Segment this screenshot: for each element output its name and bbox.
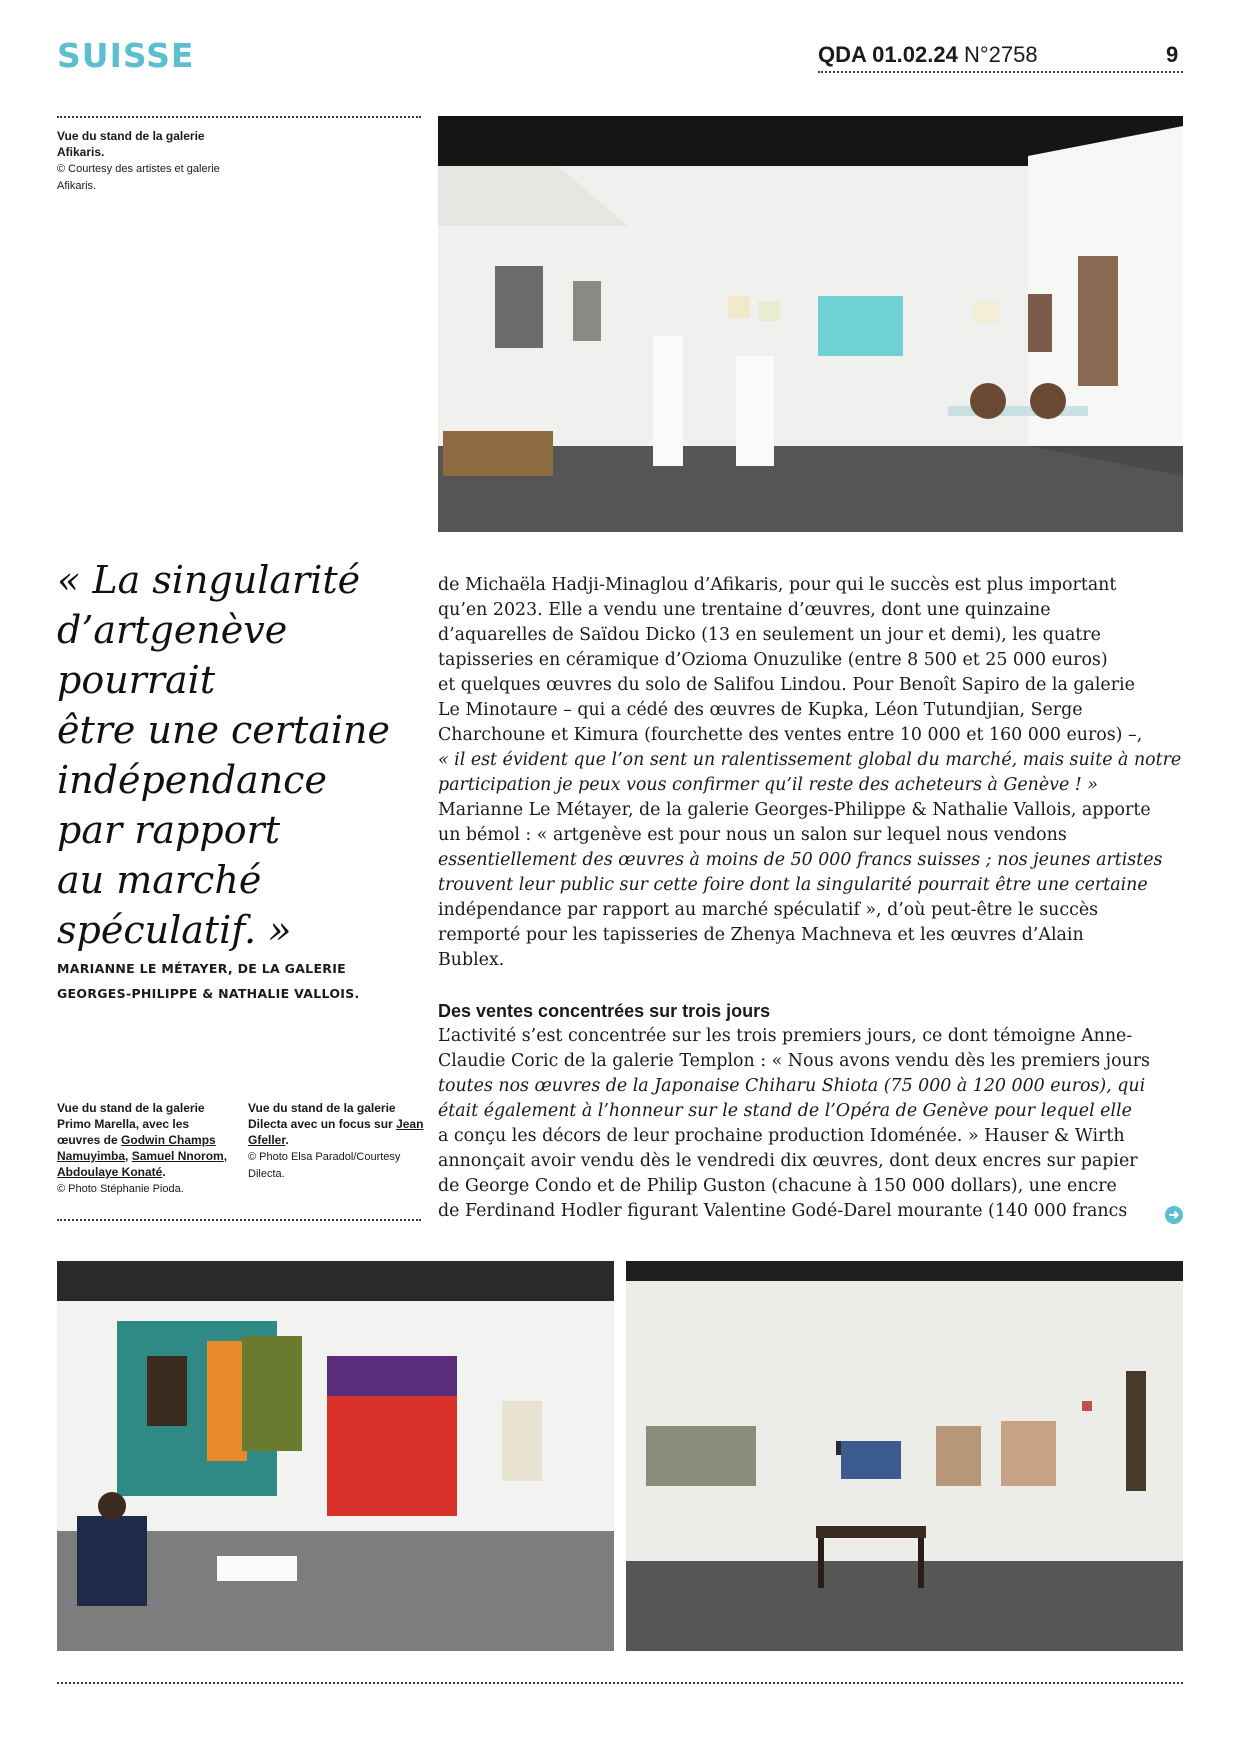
photo-primo-marella-stand	[57, 1261, 614, 1651]
caption-divider-bottom	[57, 1219, 421, 1221]
body-line: a conçu les décors de leur prochaine production Idoménée. » Hauser & Wirth	[438, 1126, 1125, 1146]
caption-line: Vue du stand de la galerie	[57, 1101, 205, 1115]
quote-line: pourrait	[57, 658, 216, 702]
quote-attribution	[57, 956, 427, 1006]
body-line: un bémol : « artgenève est pour nous un salon sur lequel nous vendons	[438, 825, 1067, 845]
photo-afikaris-stand	[438, 116, 1183, 532]
quote-line: par rapport	[57, 808, 281, 852]
page-number: 9	[1166, 42, 1179, 67]
body-line: et quelques œuvres du solo de Salifou Lindou. Pour Benoît Sapiro de la galerie	[438, 675, 1135, 695]
caption-credit: © Photo Elsa Paradol/Courtesy	[248, 1151, 401, 1163]
body-line: de George Condo et de Philip Guston (chacune à 150 000 dollars), une encre	[438, 1176, 1117, 1196]
arrow-right-icon[interactable]: ➜	[1165, 1206, 1183, 1224]
body-line: Charchoune et Kimura (fourchette des ventes entre 10 000 et 160 000 euros) –,	[438, 725, 1143, 745]
body-line: d’aquarelles de Saïdou Dicko (13 en seulement un jour et demi), les quatre	[438, 625, 1101, 645]
quote-line: « La singularité	[57, 558, 361, 602]
photo-dilecta-stand	[626, 1261, 1183, 1651]
body-line: de Michaëla Hadji-Minaglou d’Afikaris, pour qui le succès est plus important	[438, 575, 1117, 595]
issue-number: N°2758	[963, 42, 1038, 67]
photo-caption-primo-marella: Vue du stand de la galerie Primo Marella, avec les œuvres de Godwin Champs Namuyimba, Samuel Nnorom, Abdoulaye Konaté. © Photo Stéphanie Pioda.	[57, 1101, 228, 1195]
quote-line: au marché	[57, 858, 262, 902]
quote-line: être une certaine	[57, 708, 390, 752]
body-line: Claudie Coric de la galerie Templon : « Nous avons vendu dès les premiers jours	[438, 1051, 1150, 1071]
caption-line: œuvres de	[57, 1133, 122, 1147]
body-line-quote: trouvent leur public sur cette foire dont la singularité pourrait être une certaine	[438, 875, 1148, 895]
caption-credit: Dilecta.	[248, 1168, 285, 1180]
article-body-bottom	[438, 1024, 1183, 1224]
body-line-quote: toutes nos œuvres de la Japonaise Chiharu Shiota (75 000 à 120 000 euros), qui	[438, 1076, 1146, 1096]
article-body-top	[438, 573, 1183, 973]
publication-date: QDA 01.02.24	[818, 42, 958, 67]
pull-quote	[57, 555, 417, 955]
caption-credit: Afikaris.	[57, 180, 97, 192]
caption-line: Vue du stand de la galerie	[57, 129, 205, 143]
artist-link[interactable]: Gfeller	[248, 1133, 286, 1147]
body-line: de Ferdinand Hodler figurant Valentine Godé-Darel mourante (140 000 francs	[438, 1201, 1128, 1221]
artist-link[interactable]: Samuel Nnorom	[131, 1149, 224, 1163]
caption-divider-top	[57, 116, 421, 118]
body-line: Marianne Le Métayer, de la galerie Georges-Philippe & Nathalie Vallois, apporte	[438, 800, 1151, 820]
body-line: tapisseries en céramique d’Ozioma Onuzulike (entre 8 500 et 25 000 euros)	[438, 650, 1108, 670]
body-line-quote: participation je peux vous confirmer qu’il reste des acheteurs à Genève ! »	[438, 775, 1098, 795]
body-line: indépendance par rapport au marché spéculatif », d’où peut-être le succès	[438, 900, 1099, 920]
caption-line: Afikaris.	[57, 145, 105, 159]
quote-line: indépendance	[57, 758, 327, 802]
quote-line: d’artgenève	[57, 608, 288, 652]
body-line-quote: essentiellement des œuvres à moins de 50 000 francs suisses ; nos jeunes artistes	[438, 850, 1163, 870]
caption-credit: © Courtesy des artistes et galerie	[57, 163, 220, 175]
caption-line: Vue du stand de la galerie	[248, 1101, 396, 1115]
issue-info	[818, 42, 1038, 68]
body-line: remporté pour les tapisseries de Zhenya Machneva et les œuvres d’Alain	[438, 925, 1084, 945]
artist-link[interactable]: Jean	[396, 1117, 424, 1131]
header-divider	[818, 71, 1183, 73]
section-subhead: Des ventes concentrées sur trois jours	[438, 1001, 771, 1021]
body-line-quote: était également à l’honneur sur le stand de l’Opéra de Genève pour lequel elle	[438, 1101, 1132, 1121]
artist-link[interactable]: Abdoulaye Konaté	[57, 1165, 163, 1179]
caption-credit: © Photo Stéphanie Pioda.	[57, 1183, 184, 1195]
body-line-quote: « il est évident que l’on sent un ralentissement global du marché, mais suite à notre	[438, 750, 1182, 770]
artist-link[interactable]: Namuyimba	[57, 1149, 126, 1163]
body-line: Bublex.	[438, 950, 505, 970]
footer-divider	[57, 1682, 1183, 1684]
body-line: Le Minotaure – qui a cédé des œuvres de Kupka, Léon Tutundjian, Serge	[438, 700, 1083, 720]
section-title: SUISSE	[57, 36, 195, 75]
artist-link[interactable]: Godwin Champs	[121, 1133, 216, 1147]
caption-line: Dilecta avec un focus sur	[248, 1117, 397, 1131]
attribution-line: GEORGES-PHILIPPE & NATHALIE VALLOIS.	[57, 986, 360, 1001]
photo-caption-dilecta: Vue du stand de la galerie Dilecta avec un focus sur Jean Gfeller. © Photo Elsa Paradol/Courtesy Dilecta.	[248, 1101, 424, 1180]
photo-caption-afikaris	[57, 128, 257, 194]
body-line: annonçait avoir vendu dès le vendredi dix œuvres, dont deux encres sur papier	[438, 1151, 1138, 1171]
quote-line: spéculatif. »	[57, 908, 292, 952]
body-line: L’activité s’est concentrée sur les trois premiers jours, ce dont témoigne Anne-	[438, 1026, 1133, 1046]
caption-line: Primo Marella, avec les	[57, 1117, 190, 1131]
body-line: qu’en 2023. Elle a vendu une trentaine d’œuvres, dont une quinzaine	[438, 600, 1051, 620]
attribution-line: MARIANNE LE MÉTAYER, DE LA GALERIE	[57, 961, 347, 976]
